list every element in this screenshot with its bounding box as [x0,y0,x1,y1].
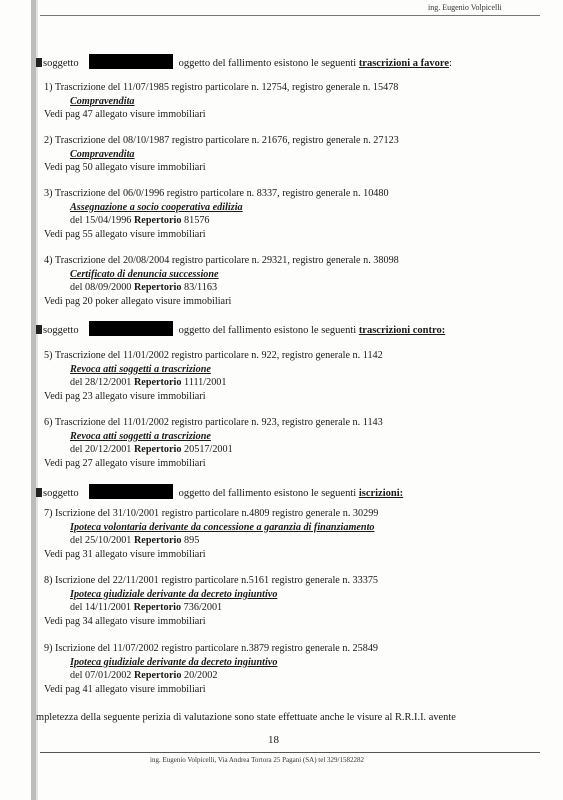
margin-mark [36,325,42,334]
section-highlight: trascrizioni contro: [358,325,446,336]
section-text: oggetto del fallimento esistono le seguenti [178,325,357,336]
entry-date: del 15/04/1996 [70,215,132,226]
entry-title: Ipoteca volontaria derivante da concessione a garanzia di finanziamento [70,521,375,533]
entry-repertorio: 81576 [184,215,210,226]
entry-date: del 14/11/2001 [70,602,132,613]
scan-edge-shadow [36,0,38,800]
entry-detail [44,601,378,615]
entry-reference: Vedi pag 55 allegato visure immobiliari [44,228,206,240]
entry-header: 5) Trascrizione del 11/01/2002 registro particolare n. 922, registro generale n. 1142 [44,350,383,361]
entry-label: Repertorio [133,535,182,546]
entry-reference: Vedi pag 34 allegato visure immobiliari [44,615,206,627]
list-item [44,254,399,308]
section-prefix: soggetto [43,488,79,499]
entry-repertorio: 1111/2001 [184,377,227,388]
section-suffix: : [449,58,452,69]
entry-label: Repertorio [133,444,182,455]
section-highlight: trascrizioni a favore [358,58,450,69]
header-rule [40,15,540,16]
redaction-box [89,484,173,499]
entry-date: del 08/09/2000 [70,282,132,293]
entry-header: 8) Iscrizione del 22/11/2001 registro particolare n.5161 registro generale n. 33375 [44,575,379,586]
section-text: oggetto del fallimento esistono le seguenti [178,488,357,499]
entry-header: 6) Trascrizione del 11/01/2002 registro particolare n. 923, registro generale n. 1143 [44,417,383,428]
entry-header: 1) Trascrizione del 11/07/1985 registro particolare n. 12754, registro generale n. 15478 [44,82,399,93]
entry-label: Repertorio [133,377,182,388]
list-item [44,416,383,470]
list-item [44,574,378,628]
entry-date: del 07/01/2002 [70,670,132,681]
page-footer: ing. Eugenio Volpicelli, Via Andrea Tortora 25 Pagani (SA) tel 329/1582282 [150,756,364,764]
entry-detail [44,214,389,228]
list-item [44,134,399,175]
entry-reference: Vedi pag 23 allegato visure immobiliari [44,390,206,402]
entry-date: del 28/12/2001 [70,377,132,388]
list-item [44,81,398,122]
footer-rule [40,752,540,753]
entry-detail [44,376,383,390]
section-highlight: iscrizioni: [358,488,404,499]
redaction-box [89,54,173,69]
section-heading-contro [36,321,445,336]
margin-mark [36,488,42,497]
entry-detail [44,669,378,683]
section-prefix: soggetto [43,325,79,336]
entry-header: 3) Trascrizione del 06/0/1996 registro particolare n. 8337, registro generale n. 10480 [44,188,389,199]
entry-title: Ipoteca giudiziale derivante da decreto ingiuntivo [70,588,278,600]
entry-reference: Vedi pag 20 poker allegato visure immobiliari [44,295,232,307]
entry-repertorio: 20/2002 [184,670,218,681]
section-heading-favore [36,54,452,69]
entry-reference: Vedi pag 47 allegato visure immobiliari [44,109,206,120]
entry-title: Compravendita [70,148,135,160]
entry-label: Repertorio [133,670,182,681]
entry-reference: Vedi pag 27 allegato visure immobiliari [44,457,206,469]
entry-reference: Vedi pag 50 allegato visure immobiliari [44,162,206,173]
section-text: oggetto del fallimento esistono le seguenti [178,58,357,69]
entry-detail [44,443,383,457]
margin-mark [36,58,42,67]
list-item [44,349,383,403]
list-item [44,187,389,241]
entry-repertorio: 895 [184,535,200,546]
list-item [44,507,378,561]
page-number: 18 [268,734,279,746]
entry-title: Compravendita [70,95,135,107]
entry-title: Assegnazione a socio cooperativa edilizia [70,201,243,213]
entry-repertorio: 20517/2001 [184,444,233,455]
entry-detail [44,281,399,295]
entry-reference: Vedi pag 41 allegato visure immobiliari [44,683,206,695]
paragraph-continuation: mpletezza della seguente perizia di valutazione sono state effettuate anche le visure al R.R.I.I. avente [36,712,456,723]
section-prefix: soggetto [43,58,79,69]
entry-label: Repertorio [133,602,182,613]
entry-title: Certificato di denuncia successione [70,268,219,280]
redaction-box [89,321,173,336]
entry-date: del 20/12/2001 [70,444,132,455]
entry-header: 9) Iscrizione del 11/07/2002 registro particolare n.3879 registro generale n. 25849 [44,643,379,654]
entry-label: Repertorio [133,215,182,226]
entry-label: Repertorio [133,282,182,293]
entry-detail [44,534,378,548]
entry-reference: Vedi pag 31 allegato visure immobiliari [44,548,206,560]
entry-title: Revoca atti soggetti a trascrizione [70,363,211,375]
entry-title: Revoca atti soggetti a trascrizione [70,430,211,442]
entry-header: 4) Trascrizione del 20/08/2004 registro particolare n. 29321, registro generale n. 38098 [44,255,399,266]
entry-title: Ipoteca giudiziale derivante da decreto ingiuntivo [70,656,278,668]
entry-repertorio: 83/1163 [184,282,218,293]
entry-header: 2) Trascrizione del 08/10/1987 registro particolare n. 21676, registro generale n. 27123 [44,135,399,146]
entry-date: del 25/10/2001 [70,535,132,546]
entry-repertorio: 736/2001 [183,602,223,613]
page-header: ing. Eugenio Volpicelli [428,3,502,12]
section-heading-iscrizioni [36,484,403,499]
entry-header: 7) Iscrizione del 31/10/2001 registro particolare n.4809 registro generale n. 30299 [44,508,379,519]
list-item [44,642,378,696]
